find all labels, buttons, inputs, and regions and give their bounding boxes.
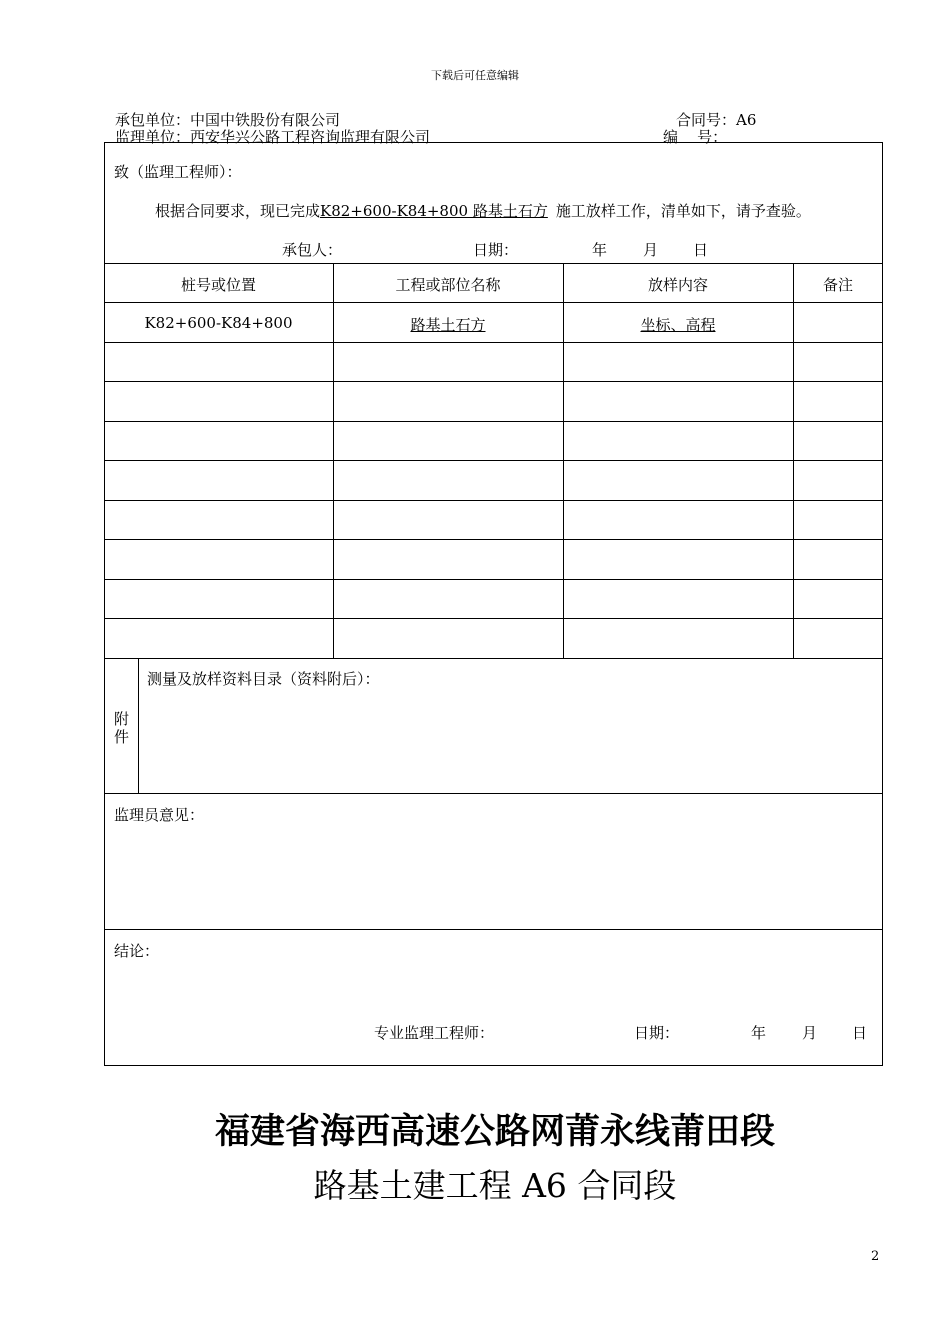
- table-row-border: [104, 421, 883, 422]
- conclusion-date-label: 日期：: [634, 1024, 680, 1042]
- conclusion-day-label: 日: [852, 1024, 868, 1042]
- conclusion-year-label: 年: [751, 1024, 767, 1042]
- letter-date-label: 日期：: [473, 241, 519, 259]
- attachment-text: 测量及放样资料目录（资料附后）：: [147, 670, 380, 688]
- opinion-bottom-border: [104, 929, 883, 930]
- table-row-border: [104, 618, 883, 619]
- attachment-label-1: 附: [114, 710, 130, 728]
- page-number: 2: [871, 1249, 880, 1264]
- table-row-border: [104, 579, 883, 580]
- project-title: 福建省海西高速公路网莆永线莆田段: [214, 1111, 775, 1152]
- supervisor-unit: 监理单位：西安华兴公路工程咨询监理有限公司: [115, 128, 431, 146]
- letter-month-label: 月: [643, 241, 659, 259]
- contract-number: 合同号：A6: [676, 111, 757, 129]
- salutation: 致（监理工程师）：: [114, 163, 242, 181]
- table-cell-station: K82+600-K84+800: [144, 314, 293, 332]
- letter-body-suffix: 施工放样工作，清单如下，请予查验。: [555, 202, 811, 220]
- table-row-border: [104, 381, 883, 382]
- contractor-unit: 承包单位：中国中铁股份有限公司: [115, 111, 341, 129]
- supervisor-opinion-label: 监理员意见：: [114, 806, 205, 824]
- letter-body-prefix: 根据合同要求，现已完成: [155, 202, 321, 220]
- table-column-divider: [793, 263, 794, 658]
- letter-year-label: 年: [592, 241, 608, 259]
- conclusion-label: 结论：: [114, 942, 160, 960]
- watermark-text: 下载后可任意编辑: [431, 69, 519, 82]
- table-row-border: [104, 342, 883, 343]
- letter-body: [155, 200, 811, 221]
- table-header-setout-content: 放样内容: [647, 276, 708, 294]
- letter-body-work-item: K82+600-K84+800 路基土石方: [320, 202, 548, 220]
- conclusion-month-label: 月: [802, 1024, 818, 1042]
- attachment-divider: [138, 658, 139, 793]
- serial-number: 编 号：: [663, 128, 728, 146]
- table-row-border: [104, 500, 883, 501]
- attachment-label-2: 件: [114, 728, 130, 746]
- table-header-remarks: 备注: [822, 276, 853, 294]
- attachment-bottom-border: [104, 793, 883, 794]
- table-bottom-border: [104, 658, 883, 659]
- table-row-border: [104, 460, 883, 461]
- project-subtitle: 路基土建工程 A6 合同段: [313, 1166, 677, 1205]
- contractor-signature-label: 承包人：: [282, 241, 343, 259]
- table-header-station: 桩号或位置: [180, 276, 256, 294]
- table-header-border: [104, 302, 883, 303]
- table-row-border: [104, 539, 883, 540]
- engineer-signature-label: 专业监理工程师：: [374, 1024, 495, 1042]
- table-cell-work-name: 路基土石方: [410, 316, 486, 334]
- table-header-work-name: 工程或部位名称: [395, 276, 501, 294]
- table-top-border: [104, 263, 883, 264]
- letter-day-label: 日: [693, 241, 709, 259]
- table-cell-setout-content: 坐标、高程: [640, 316, 716, 334]
